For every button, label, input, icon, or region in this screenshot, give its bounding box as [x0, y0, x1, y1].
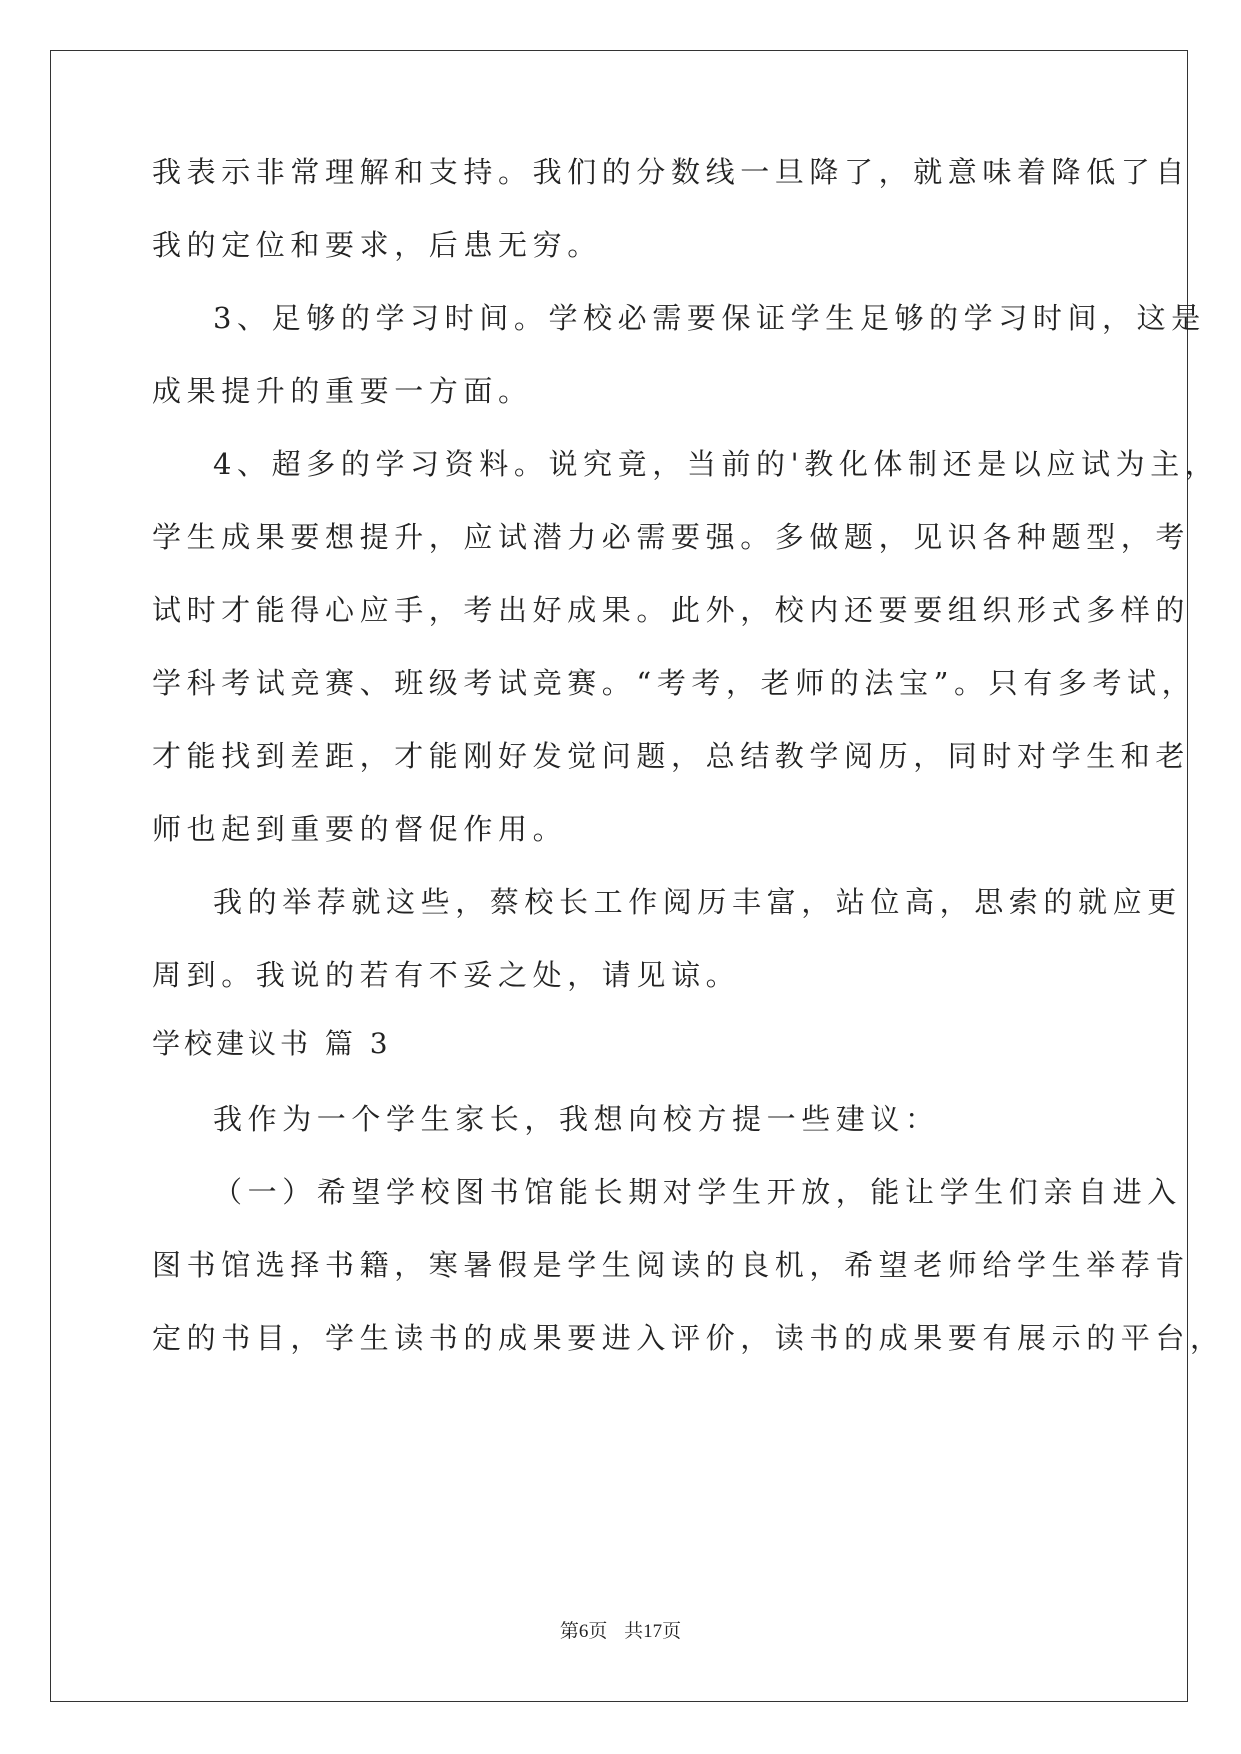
text-line: 3、足够的学习时间。学校必需要保证学生足够的学习时间，这是 [213, 301, 1206, 335]
text-line: 试时才能得心应手，考出好成果。此外，校内还要要组织形式多样的 [152, 593, 1191, 627]
text-line: 我的定位和要求，后患无穷。 [152, 228, 602, 262]
text-line: 我的举荐就这些，蔡校长工作阅历丰富，站位高，思索的就应更 [213, 885, 1182, 919]
page-border [50, 50, 1191, 1702]
text-line: 学科考试竞赛、班级考试竞赛。“考考，老师的法宝”。只有多考试， [152, 666, 1197, 700]
section-heading: 学校建议书 篇 3 [152, 1027, 392, 1060]
text-line: （一）希望学校图书馆能长期对学生开放，能让学生们亲自进入 [213, 1175, 1182, 1209]
page-number: 第6页 [559, 1621, 608, 1642]
text-line: 周到。我说的若有不妥之处，请见谅。 [152, 958, 741, 992]
text-line: 我表示非常理解和支持。我们的分数线一旦降了，就意味着降低了自 [152, 155, 1191, 189]
page-footer [0, 1622, 1241, 1641]
text-line: 我作为一个学生家长，我想向校方提一些建议： [213, 1102, 940, 1136]
text-line: 学生成果要想提升，应试潜力必需要强。多做题，见识各种题型，考 [152, 520, 1191, 554]
page-total: 共17页 [624, 1621, 682, 1642]
text-line: 成果提升的重要一方面。 [152, 374, 533, 408]
text-line: 4、超多的学习资料。说究竟，当前的'教化体制还是以应试为主， [213, 447, 1220, 481]
text-line: 师也起到重要的督促作用。 [152, 812, 568, 846]
text-line: 才能找到差距，才能刚好发觉问题，总结教学阅历，同时对学生和老 [152, 739, 1191, 773]
text-line: 图书馆选择书籍，寒暑假是学生阅读的良机，希望老师给学生举荐肯 [152, 1248, 1191, 1282]
text-line: 定的书目，学生读书的成果要进入评价，读书的成果要有展示的平台， [152, 1321, 1225, 1355]
